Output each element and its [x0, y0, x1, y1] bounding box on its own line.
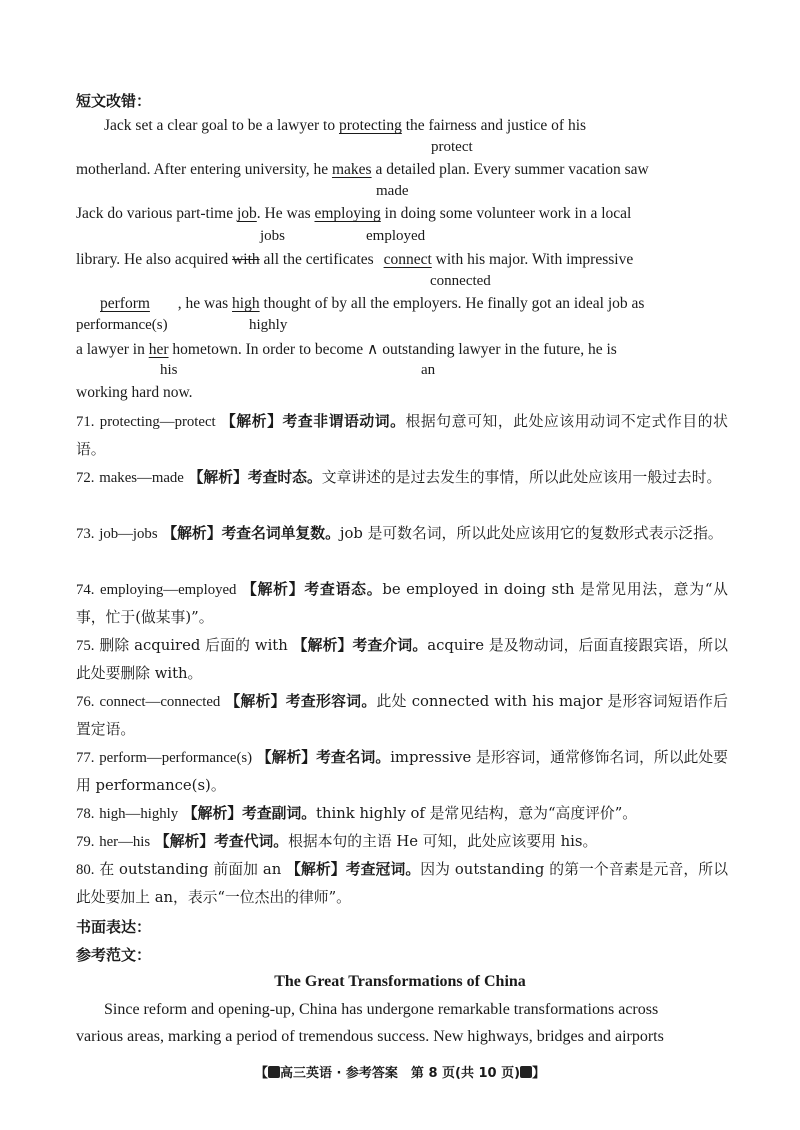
correction-word: made	[376, 183, 409, 199]
error-word: connect	[383, 251, 432, 268]
insert-caret: ∧	[366, 340, 379, 358]
answer-item	[76, 520, 728, 548]
correction-word: performance(s)	[76, 317, 168, 333]
analysis-text: 根据句意可知，此处应该用动词不定式作目的状语。	[76, 413, 728, 458]
answer-correction: 在 outstanding 前面加 an	[99, 861, 282, 878]
analysis-text: think highly of 是常见结构，意为“高度评价”。	[316, 805, 638, 822]
analysis-tag: 【解析】考查语态。	[241, 581, 383, 598]
publisher-logo-icon	[268, 1066, 280, 1078]
answer-number: 77.	[76, 750, 95, 766]
analysis-text: 文章讲述的是过去发生的事情，所以此处应该用一般过去时。	[321, 469, 722, 486]
error-word: protecting	[338, 117, 402, 134]
passage-text: Jack do various part-time	[76, 205, 234, 222]
answer-item	[76, 744, 728, 799]
correction-word: connected	[430, 273, 491, 289]
answer-number: 71.	[76, 414, 95, 430]
analysis-text: impressive 是形容词，通常修饰名词，所以此处要用 performance(s)。	[76, 749, 728, 794]
footer-bracket: 】	[532, 1066, 546, 1081]
analysis-tag: 【解析】考查冠词。	[286, 861, 421, 878]
section-title-writing: 书面表达：	[76, 918, 152, 936]
answer-item	[76, 828, 728, 856]
section-title-error-correction: 短文改错：	[76, 92, 152, 110]
passage-line-7: working hard now.	[76, 384, 193, 401]
answer-number: 79.	[76, 834, 95, 850]
passage-line-3	[76, 205, 631, 223]
answer-item	[76, 856, 728, 911]
passage-line-2	[76, 161, 649, 179]
answer-correction: connect—connected	[99, 694, 221, 710]
essay-line-1: Since reform and opening-up, China has undergone remarkable transformations across	[104, 1001, 659, 1018]
passage-text: hometown. In order to become	[172, 341, 364, 358]
analysis-text: 此处 connected with his major 是形容词短语作后置定语。	[76, 693, 728, 738]
analysis-text: job 是可数名词，所以此处应该用它的复数形式表示泛指。	[339, 525, 723, 542]
correction-word: employed	[366, 228, 426, 244]
analysis-tag: 【解析】考查时态。	[188, 469, 322, 486]
answer-correction: job—jobs	[99, 526, 158, 542]
passage-text: a detailed plan. Every summer vacation saw	[375, 161, 649, 178]
answer-number: 78.	[76, 806, 95, 822]
passage-text: motherland. After entering university, he	[76, 161, 329, 178]
error-word: high	[232, 295, 260, 312]
passage-text: the fairness and justice of his	[405, 117, 587, 134]
answer-number: 76.	[76, 694, 95, 710]
error-word: perform	[100, 295, 150, 312]
correction-word: protect	[431, 139, 473, 155]
answer-correction: perform—performance(s)	[99, 750, 253, 766]
analysis-tag: 【解析】考查名词。	[256, 749, 391, 766]
analysis-tag: 【解析】考查非谓语动词。	[220, 413, 406, 430]
correction-word: an	[421, 362, 436, 378]
answer-item	[76, 632, 728, 687]
passage-text: with his major. With impressive	[435, 251, 634, 268]
analysis-tag: 【解析】考查名词单复数。	[162, 525, 340, 542]
answer-number: 73.	[76, 526, 95, 542]
passage-line-1	[104, 117, 586, 135]
passage-text: thought of by all the employers. He finally got an ideal job as	[263, 295, 645, 312]
answer-correction: her—his	[99, 834, 151, 850]
error-word: her	[148, 341, 169, 358]
answer-number: 74.	[76, 582, 95, 598]
answer-correction: high—highly	[99, 806, 179, 822]
answer-item	[76, 576, 728, 631]
essay-title: The Great Transformations of China	[274, 973, 526, 990]
page-footer	[0, 1062, 800, 1081]
passage-text: outstanding lawyer in the future, he is	[382, 341, 617, 358]
answer-correction: makes—made	[99, 470, 184, 486]
footer-text: 高三英语 · 参考答案 第 8 页(共 10 页)	[279, 1066, 521, 1081]
analysis-text: acquire 是及物动词，后面直接跟宾语，所以此处要删除 with。	[76, 637, 728, 682]
error-word: job	[236, 205, 257, 222]
answer-item	[76, 800, 728, 828]
section-title-sample: 参考范文：	[76, 946, 152, 964]
analysis-text: 因为 outstanding 的第一个音素是元音，所以此处要加上 an，表示“一位杰出的律师”。	[76, 861, 728, 906]
answer-correction: employing—employed	[100, 582, 237, 598]
passage-text: Jack set a clear goal to be a lawyer to	[104, 117, 336, 134]
passage-line-6	[76, 340, 617, 359]
analysis-tag: 【解析】考查代词。	[154, 833, 289, 850]
passage-text: a lawyer in	[76, 341, 145, 358]
analysis-tag: 【解析】考查介词。	[292, 637, 428, 654]
correction-word: his	[160, 362, 178, 378]
passage-text: , he was	[177, 295, 229, 312]
passage-text: . He was	[256, 205, 311, 222]
analysis-text: be employed in doing sth 是常见用法，意为“从事，忙于(做某事)”。	[76, 581, 728, 626]
analysis-tag: 【解析】考查形容词。	[225, 693, 377, 710]
answer-correction: 删除 acquired 后面的 with	[99, 637, 288, 654]
answer-item	[76, 464, 728, 492]
essay-line-2: various areas, marking a period of tremendous success. New highways, bridges and airports	[76, 1028, 664, 1045]
answer-number: 75.	[76, 638, 95, 654]
footer-bracket: 【	[254, 1066, 268, 1081]
passage-text: library. He also acquired	[76, 251, 229, 268]
correction-word: jobs	[260, 228, 286, 244]
publisher-logo-icon	[520, 1066, 532, 1078]
passage-line-4	[76, 251, 633, 269]
analysis-tag: 【解析】考查副词。	[182, 805, 317, 822]
answer-correction: protecting—protect	[99, 414, 216, 430]
error-word: employing	[314, 205, 381, 222]
passage-text: all the certificates	[263, 251, 374, 268]
answer-number: 72.	[76, 470, 95, 486]
deleted-word: with	[232, 251, 260, 268]
error-word: makes	[331, 161, 372, 178]
answer-item	[76, 408, 728, 463]
analysis-text: 根据本句的主语 He 可知，此处应该要用 his。	[288, 833, 598, 850]
passage-line-5	[76, 295, 644, 313]
answer-item	[76, 688, 728, 743]
passage-text: in doing some volunteer work in a local	[384, 205, 632, 222]
answer-number: 80.	[76, 862, 95, 878]
correction-word: highly	[249, 317, 288, 333]
